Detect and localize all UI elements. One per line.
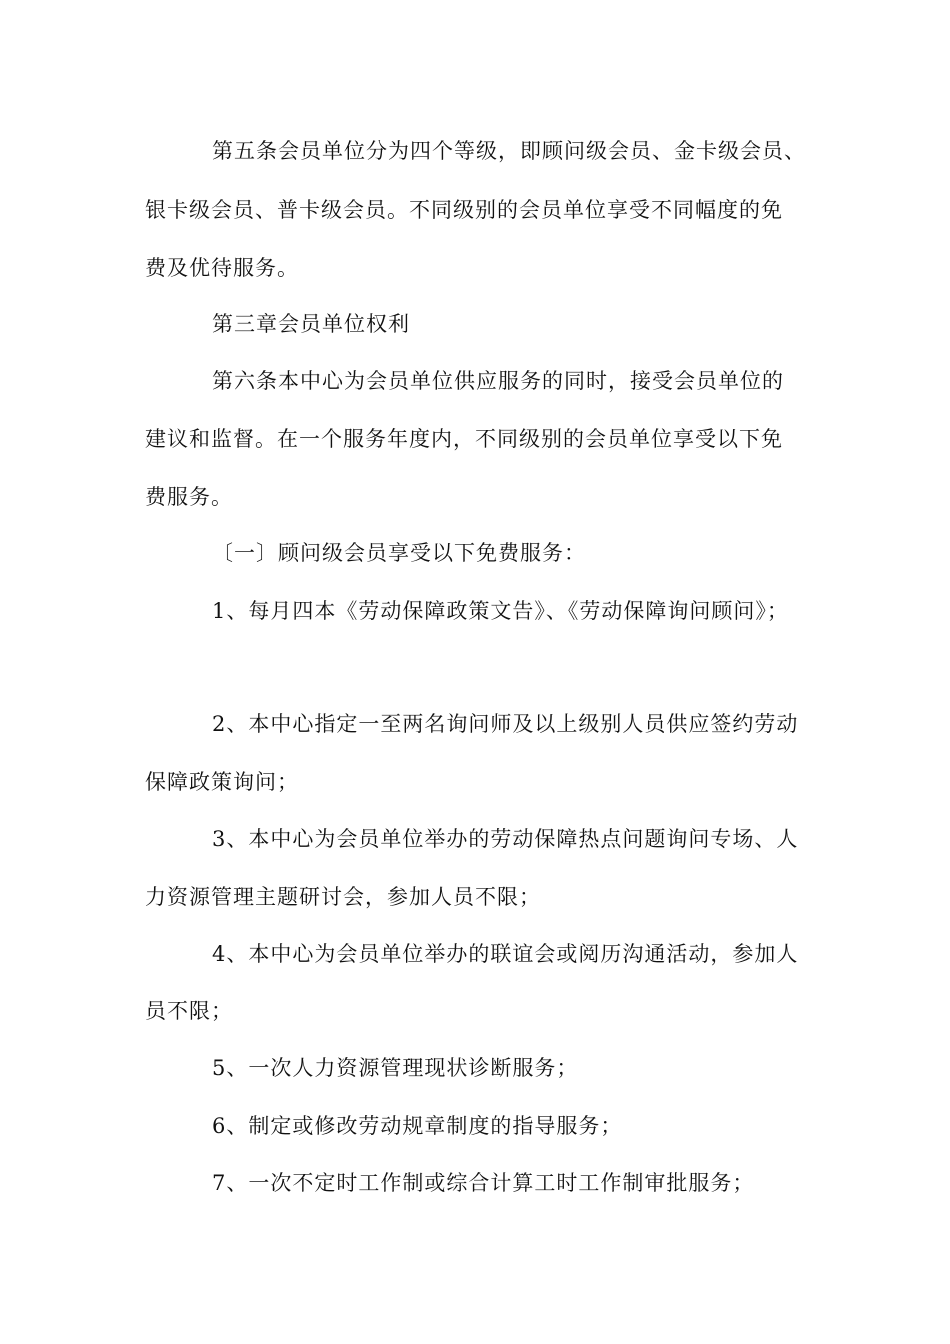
list-item-2-line-1: 2、本中心指定一至两名询问师及以上级别人员供应签约劳动 (212, 712, 799, 736)
chapter-3-heading: 第三章会员单位权利 (212, 312, 410, 336)
article-5-line-1: 第五条会员单位分为四个等级，即顾问级会员、金卡级会员、 (212, 139, 806, 163)
list-item-3-line-2: 力资源管理主题研讨会，参加人员不限； (145, 885, 541, 909)
list-item-5: 5、一次人力资源管理现状诊断服务； (212, 1056, 579, 1080)
section-1-heading: 〔一〕顾问级会员享受以下免费服务： (212, 541, 586, 565)
article-5-line-2: 银卡级会员、普卡级会员。不同级别的会员单位享受不同幅度的免 (145, 198, 783, 222)
article-6-line-3: 费服务。 (145, 485, 233, 509)
list-item-6: 6、制定或修改劳动规章制度的指导服务； (212, 1114, 623, 1138)
article-6-line-1: 第六条本中心为会员单位供应服务的同时，接受会员单位的 (212, 369, 784, 393)
article-5-line-3: 费及优待服务。 (145, 256, 299, 280)
list-item-7: 7、一次不定时工作制或综合计算工时工作制审批服务； (212, 1171, 755, 1195)
list-item-4-line-1: 4、本中心为会员单位举办的联谊会或阅历沟通活动，参加人 (212, 942, 799, 966)
list-item-1: 1、每月四本《劳动保障政策文告》、《劳动保障询问顾问》； (212, 599, 789, 623)
list-item-3-line-1: 3、本中心为会员单位举办的劳动保障热点问题询问专场、人 (212, 827, 799, 851)
article-6-line-2: 建议和监督。在一个服务年度内，不同级别的会员单位享受以下免 (145, 427, 783, 451)
list-item-4-line-2: 员不限； (145, 999, 233, 1023)
list-item-2-line-2: 保障政策询问； (145, 770, 299, 794)
